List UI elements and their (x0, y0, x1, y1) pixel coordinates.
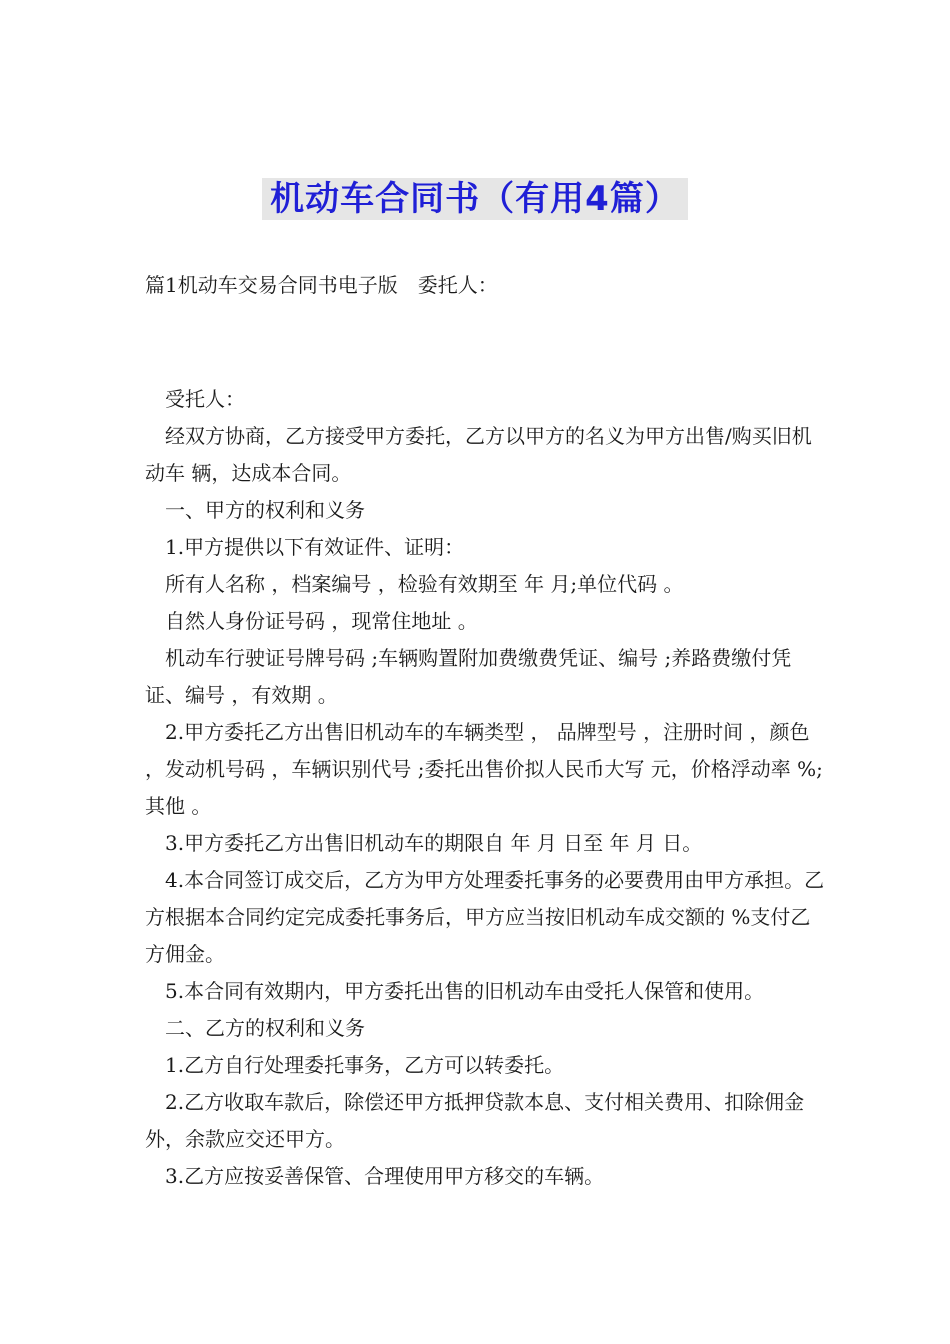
paragraph: 1.乙方自行处理委托事务，乙方可以转委托。 (165, 1053, 565, 1077)
paragraph: 5.本合同有效期内，甲方委托出售的旧机动车由受托人保管和使用。 (165, 979, 765, 1003)
paragraph: 所有人名称 ，档案编号 ，检验有效期至 年 月;单位代码 。 (165, 572, 684, 596)
paragraph: 机动车行驶证号牌号码 ;车辆购置附加费缴费凭证、编号 ;养路费缴付凭证、编号 ，有效期 。 (145, 646, 792, 707)
paragraph: 3.甲方委托乙方出售旧机动车的期限自 年 月 日至 年 月 日。 (165, 831, 703, 855)
paragraph: 自然人身份证号码 ，现常住地址 。 (165, 609, 478, 633)
document-title: 机动车合同书（有用4篇） (262, 178, 688, 220)
paragraph: 2.甲方委托乙方出售旧机动车的车辆类型 ， 品牌型号 ，注册时间 ，颜色 ，发动机号码 ，车辆识别代号 ;委托出售价拟人民币大写 元，价格浮动率 %;其他 。 (145, 720, 823, 818)
paragraph: 3.乙方应按妥善保管、合理使用甲方移交的车辆。 (165, 1164, 605, 1188)
section-heading: 二、乙方的权利和义务 (165, 1016, 365, 1040)
section-heading: 一、甲方的权利和义务 (165, 498, 365, 522)
document-subtitle: 篇1机动车交易合同书电子版 委托人： (145, 273, 498, 297)
paragraph: 4.本合同签订成交后，乙方为甲方处理委托事务的必要费用由甲方承担。乙方根据本合同约定完成委托事务后，甲方应当按旧机动车成交额的 %支付乙方佣金。 (145, 868, 825, 966)
paragraph: 受托人： (165, 387, 245, 411)
paragraph: 经双方协商，乙方接受甲方委托，乙方以甲方的名义为甲方出售/购买旧机动车 辆，达成本合同。 (145, 424, 812, 485)
paragraph: 2.乙方收取车款后，除偿还甲方抵押贷款本息、支付相关费用、扣除佣金外，余款应交还甲方。 (145, 1090, 805, 1151)
document-body (145, 381, 825, 1195)
paragraph: 1.甲方提供以下有效证件、证明： (165, 535, 465, 559)
title-container (0, 178, 950, 220)
